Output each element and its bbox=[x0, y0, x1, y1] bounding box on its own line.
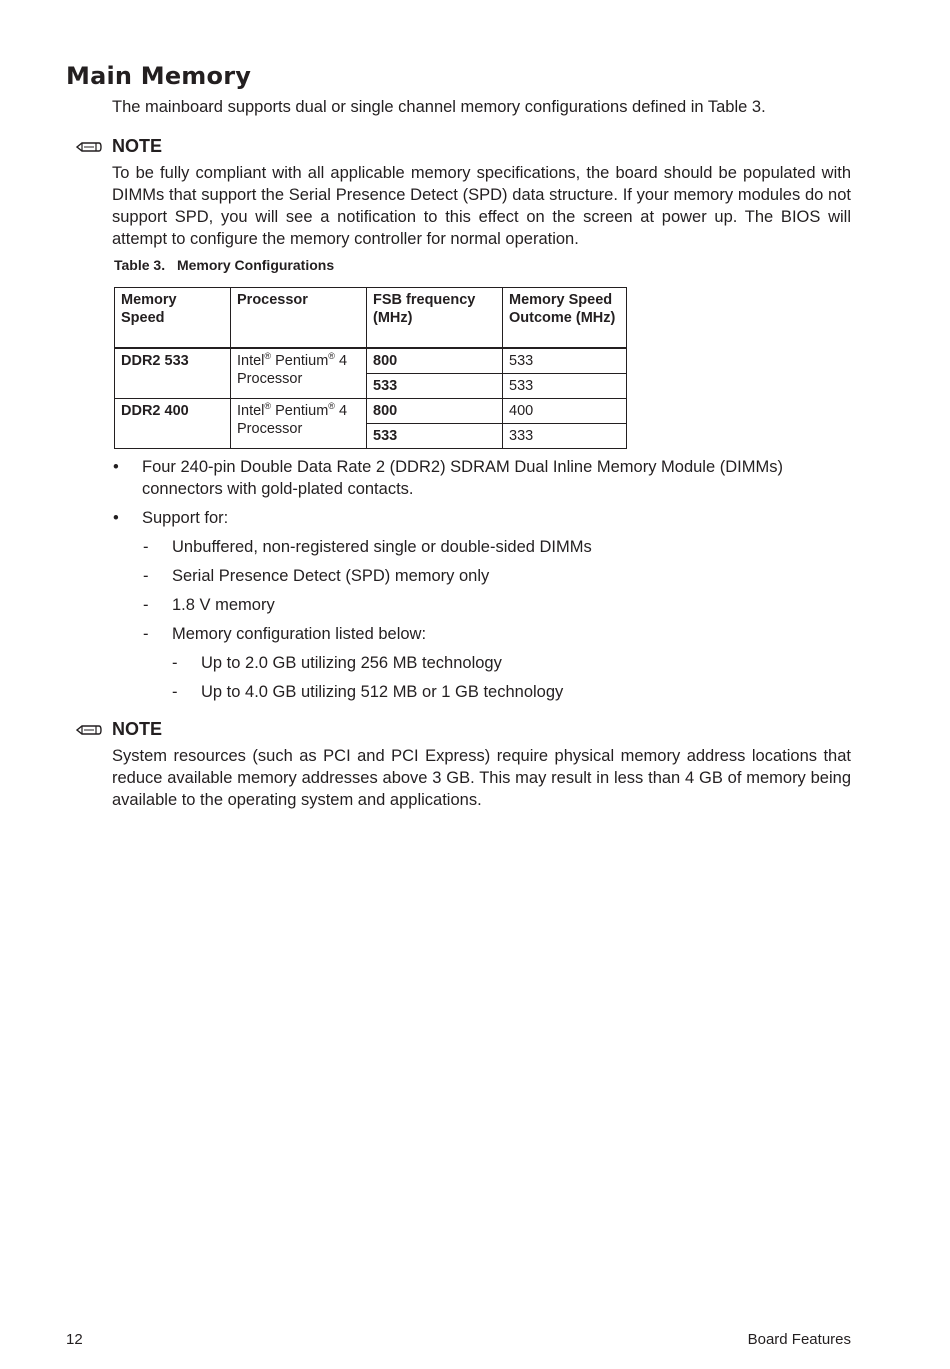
sub-list-item: Memory configuration listed below: bbox=[172, 625, 427, 643]
table-caption bbox=[114, 257, 334, 273]
sub-list-item: Unbuffered, non-registered single or double-sided DIMMs bbox=[172, 538, 592, 556]
memory-configurations-table bbox=[114, 287, 627, 449]
table-row bbox=[115, 348, 627, 374]
intro-paragraph: The mainboard supports dual or single channel memory configurations defined in Table 3. bbox=[112, 98, 766, 116]
memory-speed-cell: DDR2 400 bbox=[115, 399, 231, 449]
processor-cell: Intel® Pentium® 4 Processor bbox=[231, 399, 367, 449]
note-text: To be fully compliant with all applicable memory specifications, the board should be populated with DIMMs that support the Serial Presence Detect (SPD) data structure. If your memory modules do not support SPD, you will see a notification to this effect on the screen at power up. The BIOS will attempt to configure the memory controller for normal operation. bbox=[112, 164, 851, 248]
page-number: 12 bbox=[66, 1331, 83, 1348]
sub-list-item: 1.8 V memory bbox=[172, 596, 275, 614]
fsb-cell: 800 bbox=[367, 348, 503, 374]
note-label: NOTE bbox=[112, 719, 163, 739]
sub-sub-list-item: Up to 2.0 GB utilizing 256 MB technology bbox=[201, 654, 502, 672]
memory-speed-cell: DDR2 533 bbox=[115, 348, 231, 399]
note-heading bbox=[76, 136, 162, 157]
list-item-continuation: connectors with gold-plated contacts. bbox=[142, 480, 414, 498]
list-item: Support for: bbox=[142, 509, 229, 527]
processor-cell: Intel® Pentium® 4 Processor bbox=[231, 348, 367, 399]
table-caption-title: Memory Configurations bbox=[176, 257, 335, 273]
table-caption-number: Table 3. bbox=[114, 257, 166, 273]
outcome-cell: 533 bbox=[503, 374, 627, 399]
outcome-cell: 400 bbox=[503, 399, 627, 424]
dash-marker: - bbox=[143, 625, 149, 643]
dash-marker: - bbox=[172, 654, 178, 672]
header-memory-speed: Memory Speed bbox=[115, 288, 231, 349]
dash-marker: - bbox=[143, 596, 149, 614]
table-row bbox=[115, 399, 627, 424]
dash-marker: - bbox=[143, 538, 149, 556]
pencil-icon bbox=[76, 140, 102, 154]
fsb-cell: 800 bbox=[367, 399, 503, 424]
note-heading bbox=[76, 719, 162, 740]
sub-sub-list-item: Up to 4.0 GB utilizing 512 MB or 1 GB technology bbox=[201, 683, 564, 701]
page-title: Main Memory bbox=[66, 62, 252, 90]
footer-section: Board Features bbox=[747, 1331, 851, 1348]
outcome-cell: 533 bbox=[503, 348, 627, 374]
bullet-marker: • bbox=[113, 458, 119, 476]
header-memory-speed-outcome: Memory Speed Outcome (MHz) bbox=[503, 288, 627, 349]
header-fsb-frequency: FSB frequency (MHz) bbox=[367, 288, 503, 349]
pencil-icon bbox=[76, 723, 102, 737]
dash-marker: - bbox=[172, 683, 178, 701]
table-header-row bbox=[115, 288, 627, 349]
outcome-cell: 333 bbox=[503, 424, 627, 449]
sub-list-item: Serial Presence Detect (SPD) memory only bbox=[172, 567, 490, 585]
bullet-marker: • bbox=[113, 509, 119, 527]
note-text: System resources (such as PCI and PCI Express) require physical memory address locations that reduce available memory addresses above 3 GB. This may result in less than 4 GB of memory being available to the operating system and applications. bbox=[112, 747, 851, 809]
dash-marker: - bbox=[143, 567, 149, 585]
fsb-cell: 533 bbox=[367, 374, 503, 399]
list-item: Four 240-pin Double Data Rate 2 (DDR2) SDRAM Dual Inline Memory Module (DIMMs) bbox=[142, 458, 783, 476]
fsb-cell: 533 bbox=[367, 424, 503, 449]
note-label: NOTE bbox=[112, 136, 163, 156]
header-processor: Processor bbox=[231, 288, 367, 349]
